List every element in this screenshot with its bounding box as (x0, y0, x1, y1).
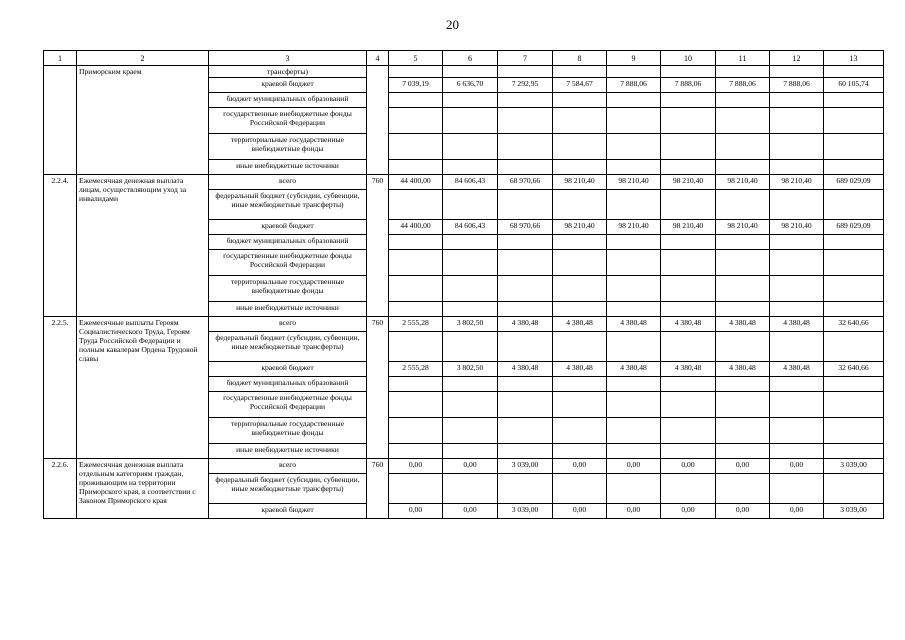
value-cell: 68 970,66 (498, 175, 553, 190)
value-cell (661, 66, 716, 78)
value-cell (661, 108, 716, 134)
value-cell (824, 392, 884, 418)
value-cell (607, 332, 661, 362)
value-cell: 0,00 (716, 504, 770, 519)
value-cell (443, 332, 498, 362)
value-cell (553, 332, 607, 362)
value-cell (824, 190, 884, 220)
value-cell: 0,00 (553, 504, 607, 519)
value-cell: 0,00 (607, 504, 661, 519)
value-cell (553, 377, 607, 392)
header-cell: 4 (367, 51, 389, 66)
value-cell: 3 039,00 (498, 459, 553, 474)
value-cell: 0,00 (389, 504, 443, 519)
value-cell: 4 380,48 (770, 317, 824, 332)
value-cell: 4 380,48 (498, 362, 553, 377)
value-cell: 0,00 (661, 459, 716, 474)
value-cell: 0,00 (389, 459, 443, 474)
value-cell (607, 160, 661, 175)
value-cell (553, 392, 607, 418)
value-cell (716, 392, 770, 418)
value-cell (553, 418, 607, 444)
table-row (44, 317, 884, 332)
value-cell (553, 134, 607, 160)
value-cell (389, 276, 443, 302)
value-cell (661, 250, 716, 276)
value-cell (498, 392, 553, 418)
value-cell: 98 210,40 (661, 175, 716, 190)
value-cell: 3 039,00 (824, 504, 884, 519)
value-cell (553, 160, 607, 175)
funding-source: краевой бюджет (209, 362, 367, 377)
value-cell (443, 190, 498, 220)
value-cell: 0,00 (770, 504, 824, 519)
value-cell (498, 474, 553, 504)
header-cell: 10 (661, 51, 716, 66)
value-cell: 3 802,50 (443, 362, 498, 377)
value-cell: 98 210,40 (716, 220, 770, 235)
value-cell (389, 160, 443, 175)
value-cell (607, 276, 661, 302)
value-cell (553, 93, 607, 108)
value-cell: 98 210,40 (553, 175, 607, 190)
value-cell: 689 029,09 (824, 220, 884, 235)
value-cell (716, 108, 770, 134)
funding-source: федеральный бюджет (субсидии, субвенции, иные межбюджетные трансферты) (209, 474, 367, 504)
value-cell: 4 380,48 (607, 317, 661, 332)
value-cell (498, 377, 553, 392)
value-cell (553, 190, 607, 220)
value-cell (498, 66, 553, 78)
value-cell (443, 93, 498, 108)
value-cell: 3 039,00 (824, 459, 884, 474)
table-row (44, 459, 884, 474)
value-cell (824, 160, 884, 175)
value-cell (716, 134, 770, 160)
grbs-code: 760 (367, 317, 389, 459)
value-cell: 84 606,43 (443, 220, 498, 235)
value-cell (716, 160, 770, 175)
value-cell (553, 276, 607, 302)
header-cell: 1 (44, 51, 77, 66)
value-cell (553, 302, 607, 317)
value-cell (498, 276, 553, 302)
value-cell: 4 380,48 (607, 362, 661, 377)
header-cell: 9 (607, 51, 661, 66)
value-cell (443, 250, 498, 276)
grbs-code: 760 (367, 459, 389, 519)
value-cell (498, 250, 553, 276)
value-cell (770, 418, 824, 444)
value-cell (824, 66, 884, 78)
value-cell (607, 134, 661, 160)
value-cell: 4 380,48 (770, 362, 824, 377)
value-cell: 7 888,06 (661, 78, 716, 93)
value-cell (389, 250, 443, 276)
value-cell (770, 108, 824, 134)
value-cell (716, 93, 770, 108)
grbs-code (367, 66, 389, 175)
value-cell (661, 392, 716, 418)
funding-source: иные внебюджетные источники (209, 302, 367, 317)
value-cell (389, 392, 443, 418)
value-cell: 7 888,06 (607, 78, 661, 93)
funding-source: государственные внебюджетные фонды Российской Федерации (209, 250, 367, 276)
value-cell (824, 134, 884, 160)
value-cell (661, 276, 716, 302)
value-cell: 2 555,28 (389, 362, 443, 377)
value-cell (443, 302, 498, 317)
header-cell: 7 (498, 51, 553, 66)
funding-source: территориальные государственные внебюджетные фонды (209, 418, 367, 444)
value-cell: 2 555,28 (389, 317, 443, 332)
value-cell (389, 377, 443, 392)
value-cell (770, 392, 824, 418)
value-cell (770, 190, 824, 220)
value-cell (443, 108, 498, 134)
value-cell (607, 108, 661, 134)
value-cell: 0,00 (443, 459, 498, 474)
value-cell (661, 190, 716, 220)
funding-source: территориальные государственные внебюджетные фонды (209, 276, 367, 302)
value-cell (716, 377, 770, 392)
value-cell (716, 66, 770, 78)
value-cell (389, 235, 443, 250)
value-cell (389, 134, 443, 160)
value-cell (770, 332, 824, 362)
value-cell: 32 640,66 (824, 317, 884, 332)
value-cell: 98 210,40 (607, 175, 661, 190)
grbs-code: 760 (367, 175, 389, 317)
funding-source: трансферты) (209, 66, 367, 78)
value-cell (498, 134, 553, 160)
value-cell (607, 250, 661, 276)
value-cell (716, 418, 770, 444)
value-cell (498, 302, 553, 317)
value-cell (389, 332, 443, 362)
value-cell (824, 418, 884, 444)
value-cell (824, 93, 884, 108)
item-name: Приморским краем (77, 66, 209, 175)
value-cell (770, 93, 824, 108)
value-cell (443, 235, 498, 250)
value-cell: 98 210,40 (716, 175, 770, 190)
item-number: 2.2.6. (44, 459, 77, 519)
budget-table (43, 50, 884, 519)
value-cell: 98 210,40 (770, 220, 824, 235)
value-cell (661, 93, 716, 108)
value-cell (824, 332, 884, 362)
value-cell (498, 235, 553, 250)
value-cell: 32 640,66 (824, 362, 884, 377)
funding-source: всего (209, 317, 367, 332)
value-cell (607, 418, 661, 444)
item-number: 2.2.4. (44, 175, 77, 317)
value-cell (770, 302, 824, 317)
value-cell (498, 160, 553, 175)
value-cell (498, 108, 553, 134)
value-cell (770, 444, 824, 459)
value-cell (553, 66, 607, 78)
value-cell (770, 160, 824, 175)
funding-source: всего (209, 459, 367, 474)
funding-source: бюджет муниципальных образований (209, 377, 367, 392)
value-cell (824, 302, 884, 317)
funding-source: краевой бюджет (209, 504, 367, 519)
value-cell (607, 377, 661, 392)
funding-source: государственные внебюджетные фонды Российской Федерации (209, 392, 367, 418)
header-cell: 13 (824, 51, 884, 66)
value-cell (661, 160, 716, 175)
value-cell (607, 190, 661, 220)
value-cell (824, 377, 884, 392)
header-cell: 11 (716, 51, 770, 66)
value-cell (661, 418, 716, 444)
value-cell: 4 380,48 (498, 317, 553, 332)
value-cell: 7 888,06 (716, 78, 770, 93)
value-cell (498, 444, 553, 459)
value-cell (389, 190, 443, 220)
value-cell: 4 380,48 (553, 317, 607, 332)
value-cell: 68 970,66 (498, 220, 553, 235)
value-cell (716, 190, 770, 220)
value-cell (443, 134, 498, 160)
header-cell: 3 (209, 51, 367, 66)
value-cell: 84 606,43 (443, 175, 498, 190)
value-cell (498, 190, 553, 220)
value-cell: 0,00 (770, 459, 824, 474)
value-cell (661, 134, 716, 160)
value-cell: 98 210,40 (553, 220, 607, 235)
value-cell: 44 400,00 (389, 175, 443, 190)
page-number: 20 (446, 17, 459, 32)
value-cell: 6 636,70 (443, 78, 498, 93)
value-cell (716, 302, 770, 317)
funding-source: иные внебюджетные источники (209, 444, 367, 459)
value-cell: 4 380,48 (661, 317, 716, 332)
value-cell (389, 93, 443, 108)
value-cell (498, 418, 553, 444)
value-cell (607, 235, 661, 250)
value-cell (553, 444, 607, 459)
value-cell (661, 332, 716, 362)
value-cell: 60 105,74 (824, 78, 884, 93)
value-cell (443, 474, 498, 504)
value-cell (498, 332, 553, 362)
value-cell (716, 250, 770, 276)
item-number (44, 66, 77, 175)
value-cell (824, 235, 884, 250)
value-cell (770, 474, 824, 504)
value-cell (607, 474, 661, 504)
value-cell (389, 418, 443, 444)
value-cell (443, 392, 498, 418)
value-cell (443, 377, 498, 392)
funding-source: федеральный бюджет (субсидии, субвенции, иные межбюджетные трансферты) (209, 190, 367, 220)
value-cell: 4 380,48 (716, 362, 770, 377)
value-cell (389, 66, 443, 78)
table-body (44, 51, 884, 519)
value-cell (661, 444, 716, 459)
value-cell (443, 444, 498, 459)
value-cell: 98 210,40 (607, 220, 661, 235)
value-cell (607, 392, 661, 418)
value-cell: 3 039,00 (498, 504, 553, 519)
funding-source: краевой бюджет (209, 78, 367, 93)
value-cell: 0,00 (607, 459, 661, 474)
value-cell (770, 377, 824, 392)
value-cell (607, 93, 661, 108)
value-cell (553, 474, 607, 504)
value-cell: 0,00 (661, 504, 716, 519)
value-cell: 3 802,50 (443, 317, 498, 332)
value-cell (607, 302, 661, 317)
header-cell: 2 (77, 51, 209, 66)
value-cell (389, 474, 443, 504)
value-cell (716, 474, 770, 504)
value-cell (716, 444, 770, 459)
value-cell (661, 235, 716, 250)
value-cell (553, 235, 607, 250)
funding-source: государственные внебюджетные фонды Российской Федерации (209, 108, 367, 134)
value-cell (661, 377, 716, 392)
value-cell (661, 302, 716, 317)
header-cell: 6 (443, 51, 498, 66)
header-row (44, 51, 884, 66)
value-cell (716, 276, 770, 302)
value-cell: 0,00 (443, 504, 498, 519)
value-cell (824, 444, 884, 459)
header-cell: 12 (770, 51, 824, 66)
value-cell: 689 029,09 (824, 175, 884, 190)
item-name: Ежемесячные выплаты Героям Социалистического Труда, Героям Труда Российской Федерации и полным кавалерам Ордена Трудовой славы (77, 317, 209, 459)
value-cell: 0,00 (716, 459, 770, 474)
value-cell (443, 66, 498, 78)
value-cell (389, 302, 443, 317)
value-cell (443, 160, 498, 175)
value-cell: 98 210,40 (770, 175, 824, 190)
header-cell: 5 (389, 51, 443, 66)
value-cell (824, 474, 884, 504)
value-cell (770, 276, 824, 302)
value-cell: 7 888,06 (770, 78, 824, 93)
value-cell: 4 380,48 (661, 362, 716, 377)
value-cell (443, 276, 498, 302)
value-cell: 4 380,48 (716, 317, 770, 332)
value-cell (553, 250, 607, 276)
item-name: Ежемесячная денежная выплата лицам, осуществляющим уход за инвалидами (77, 175, 209, 317)
value-cell: 7 039,19 (389, 78, 443, 93)
item-name: Ежемесячная денежная выплата отдельным категориям граждан, проживающим на территории Приморского края, в соответствии с Законом Приморского края (77, 459, 209, 519)
value-cell (498, 93, 553, 108)
value-cell: 98 210,40 (661, 220, 716, 235)
value-cell (770, 250, 824, 276)
header-cell: 8 (553, 51, 607, 66)
value-cell (824, 276, 884, 302)
value-cell (770, 134, 824, 160)
value-cell: 7 584,67 (553, 78, 607, 93)
value-cell (607, 444, 661, 459)
value-cell: 7 292,95 (498, 78, 553, 93)
funding-source: бюджет муниципальных образований (209, 93, 367, 108)
value-cell (553, 108, 607, 134)
funding-source: бюджет муниципальных образований (209, 235, 367, 250)
value-cell (389, 108, 443, 134)
value-cell: 0,00 (553, 459, 607, 474)
value-cell (770, 66, 824, 78)
value-cell (389, 444, 443, 459)
value-cell: 4 380,48 (553, 362, 607, 377)
table-row (44, 175, 884, 190)
funding-source: всего (209, 175, 367, 190)
value-cell (824, 108, 884, 134)
funding-source: территориальные государственные внебюджетные фонды (209, 134, 367, 160)
item-number: 2.2.5. (44, 317, 77, 459)
funding-source: федеральный бюджет (субсидии, субвенции, иные межбюджетные трансферты) (209, 332, 367, 362)
value-cell (443, 418, 498, 444)
value-cell (770, 235, 824, 250)
value-cell (716, 235, 770, 250)
table-row (44, 66, 884, 78)
value-cell (661, 474, 716, 504)
value-cell: 44 400,00 (389, 220, 443, 235)
value-cell (716, 332, 770, 362)
funding-source: краевой бюджет (209, 220, 367, 235)
value-cell (824, 250, 884, 276)
value-cell (607, 66, 661, 78)
funding-source: иные внебюджетные источники (209, 160, 367, 175)
